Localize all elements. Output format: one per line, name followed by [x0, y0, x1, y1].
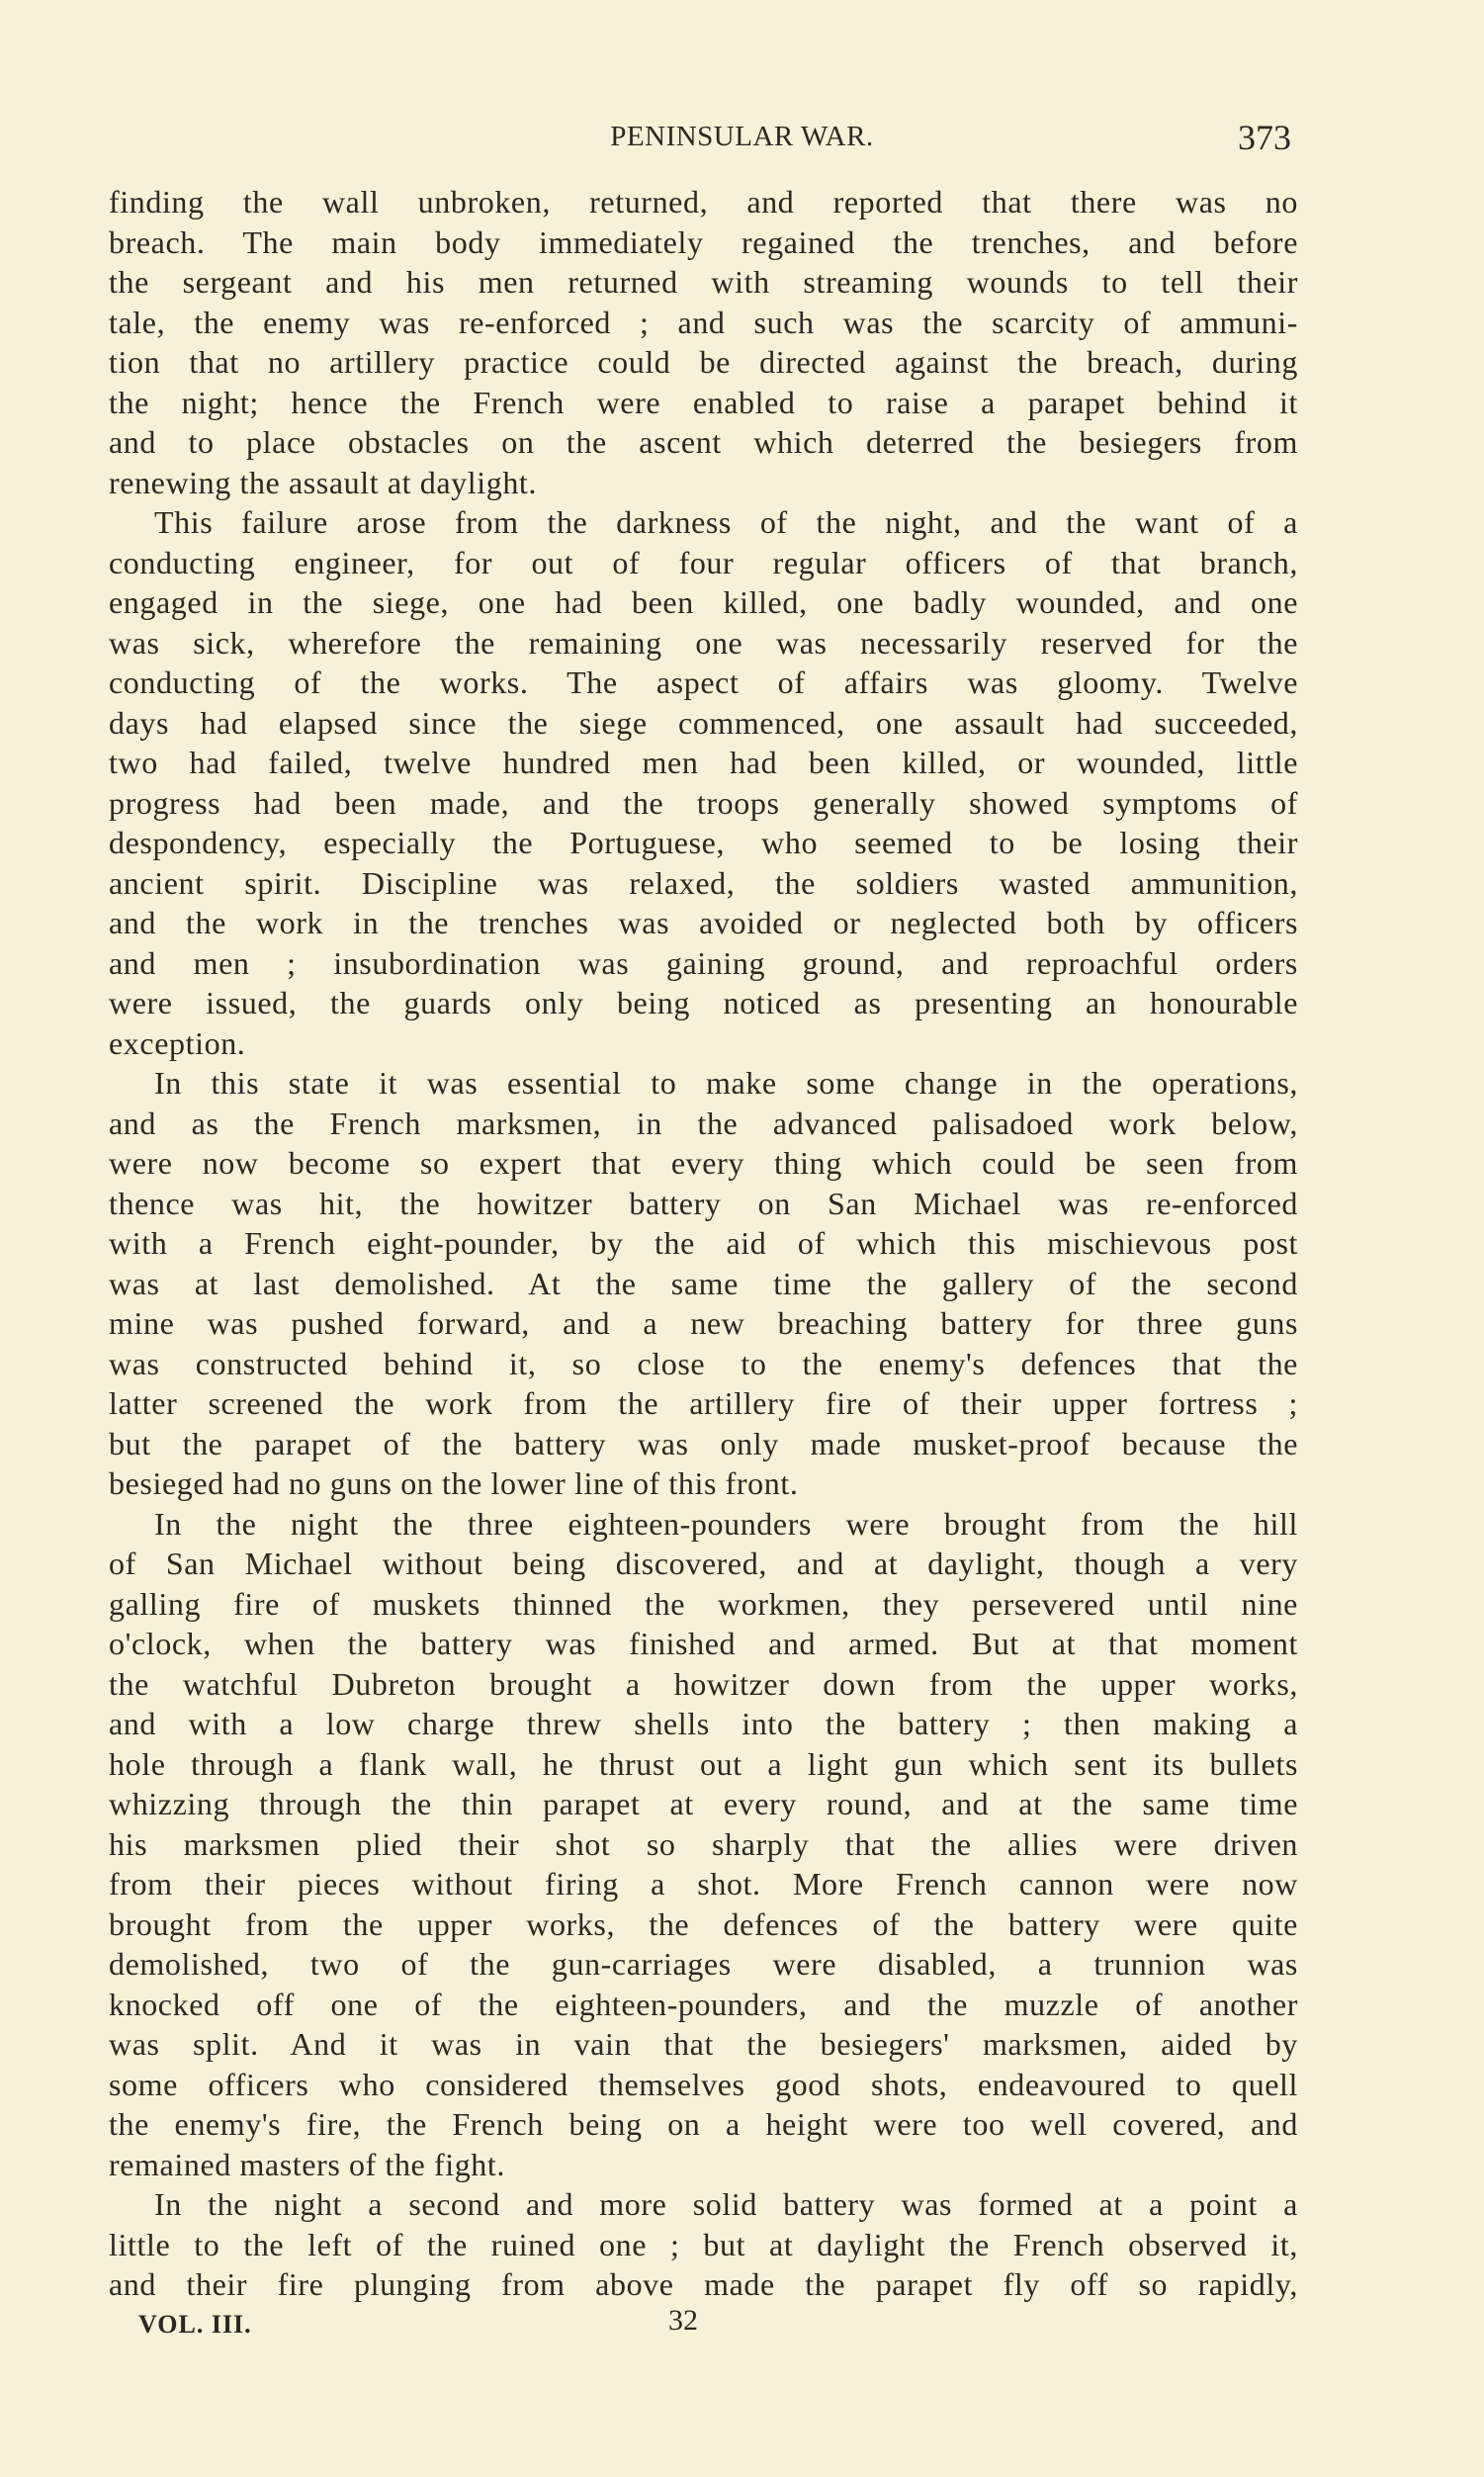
- paragraph: [109, 1504, 1298, 2185]
- text-line: thence was hit, the howitzer battery on San Michael was re-enforced: [109, 1185, 1298, 1221]
- text-line: some officers who considered themselves good shots, endeavoured to quell: [109, 2066, 1298, 2102]
- page-number: 373: [1238, 118, 1291, 157]
- text-line: was at last demolished. At the same time the gallery of the second: [109, 1265, 1298, 1301]
- text-line: This failure arose from the darkness of the night, and the want of a: [154, 504, 1298, 540]
- text-line: and with a low charge threw shells into the battery ; then making a: [109, 1706, 1298, 1741]
- text-line: little to the left of the ruined one ; but at daylight the French observed it,: [109, 2226, 1298, 2262]
- text-line: conducting of the works. The aspect of affairs was gloomy. Twelve: [109, 664, 1298, 700]
- text-line: and their fire plunging from above made the parapet fly off so rapidly,: [109, 2266, 1298, 2302]
- text-line: remained masters of the fight.: [109, 2146, 505, 2182]
- text-line: the sergeant and his men returned with streaming wounds to tell their: [109, 264, 1298, 300]
- paragraph: [109, 1063, 1298, 1504]
- text-line: days had elapsed since the siege commenced, one assault had succeeded,: [109, 704, 1298, 741]
- text-line: In the night the three eighteen-pounders were brought from the hill: [154, 1505, 1298, 1542]
- text-line: knocked off one of the eighteen-pounders, and the muzzle of another: [109, 1986, 1298, 2022]
- text-line: progress had been made, and the troops generally showed symptoms of: [109, 784, 1298, 821]
- volume-label: VOL. III.: [138, 2310, 252, 2339]
- text-line: but the parapet of the battery was only made musket-proof because the: [109, 1425, 1298, 1461]
- text-line: and to place obstacles on the ascent which deterred the besiegers from: [109, 424, 1298, 460]
- text-line: mine was pushed forward, and a new breaching battery for three guns: [109, 1305, 1298, 1341]
- text-line: the enemy's fire, the French being on a height were too well covered, and: [109, 2106, 1298, 2142]
- text-line: tale, the enemy was re-enforced ; and such was the scarcity of ammuni-: [109, 304, 1298, 340]
- text-line: conducting engineer, for out of four regular officers of that branch,: [109, 544, 1298, 580]
- text-line: demolished, two of the gun-carriages were disabled, a trunnion was: [109, 1946, 1298, 1982]
- paragraph: [109, 182, 1298, 502]
- text-line: brought from the upper works, the defences of the battery were quite: [109, 1905, 1298, 1942]
- text-line: of San Michael without being discovered, and at daylight, though a very: [109, 1546, 1298, 1581]
- text-line: breach. The main body immediately regained the trenches, and before: [109, 223, 1298, 260]
- text-line: o'clock, when the battery was finished and armed. But at that moment: [109, 1626, 1298, 1661]
- text-line: was split. And it was in vain that the besiegers' marksmen, aided by: [109, 2026, 1298, 2062]
- text-line: hole through a flank wall, he thrust out a light gun which sent its bullets: [109, 1745, 1298, 1782]
- signature-mark: 32: [668, 2304, 698, 2337]
- paragraph: [109, 502, 1298, 1063]
- text-line: latter screened the work from the artillery fire of their upper fortress ;: [109, 1385, 1298, 1421]
- text-line: with a French eight-pounder, by the aid of which this mischievous post: [109, 1225, 1298, 1261]
- paragraph: [109, 2184, 1298, 2305]
- text-line: ancient spirit. Discipline was relaxed, the soldiers wasted ammunition,: [109, 864, 1298, 901]
- text-line: exception.: [109, 1024, 246, 1061]
- text-line: from their pieces without firing a shot. More French cannon were now: [109, 1866, 1298, 1902]
- text-line: despondency, especially the Portuguese, who seemed to be losing their: [109, 825, 1298, 860]
- text-line: engaged in the siege, one had been killed, one badly wounded, and one: [109, 584, 1298, 620]
- text-line: his marksmen plied their shot so sharply that the allies were driven: [109, 1825, 1298, 1862]
- text-line: was constructed behind it, so close to the enemy's defences that the: [109, 1345, 1298, 1381]
- text-line: and men ; insubordination was gaining ground, and reproachful orders: [109, 944, 1298, 981]
- text-line: In this state it was essential to make some change in the operations,: [154, 1065, 1298, 1101]
- text-line: galling fire of muskets thinned the workmen, they persevered until nine: [109, 1585, 1298, 1622]
- running-title: PENINSULAR WAR.: [610, 121, 874, 152]
- text-line: In the night a second and more solid battery was formed at a point a: [154, 2186, 1298, 2222]
- text-line: besieged had no guns on the lower line of this front.: [109, 1465, 799, 1501]
- body-text: [109, 182, 1298, 2305]
- text-line: renewing the assault at daylight.: [109, 464, 538, 500]
- text-line: whizzing through the thin parapet at every round, and at the same time: [109, 1786, 1298, 1821]
- text-line: tion that no artillery practice could be directed against the breach, during: [109, 344, 1298, 380]
- text-line: was sick, wherefore the remaining one was necessarily reserved for the: [109, 624, 1298, 661]
- text-line: were issued, the guards only being noticed as presenting an honourable: [109, 985, 1298, 1020]
- text-line: finding the wall unbroken, returned, and reported that there was no: [109, 184, 1298, 220]
- text-line: and the work in the trenches was avoided or neglected both by officers: [109, 905, 1298, 940]
- text-line: were now become so expert that every thing which could be seen from: [109, 1145, 1298, 1181]
- text-line: the night; hence the French were enabled to raise a parapet behind it: [109, 384, 1298, 420]
- text-line: and as the French marksmen, in the advanced palisadoed work below,: [109, 1105, 1298, 1141]
- text-line: the watchful Dubreton brought a howitzer down from the upper works,: [109, 1665, 1298, 1702]
- text-line: two had failed, twelve hundred men had been killed, or wounded, little: [109, 745, 1298, 780]
